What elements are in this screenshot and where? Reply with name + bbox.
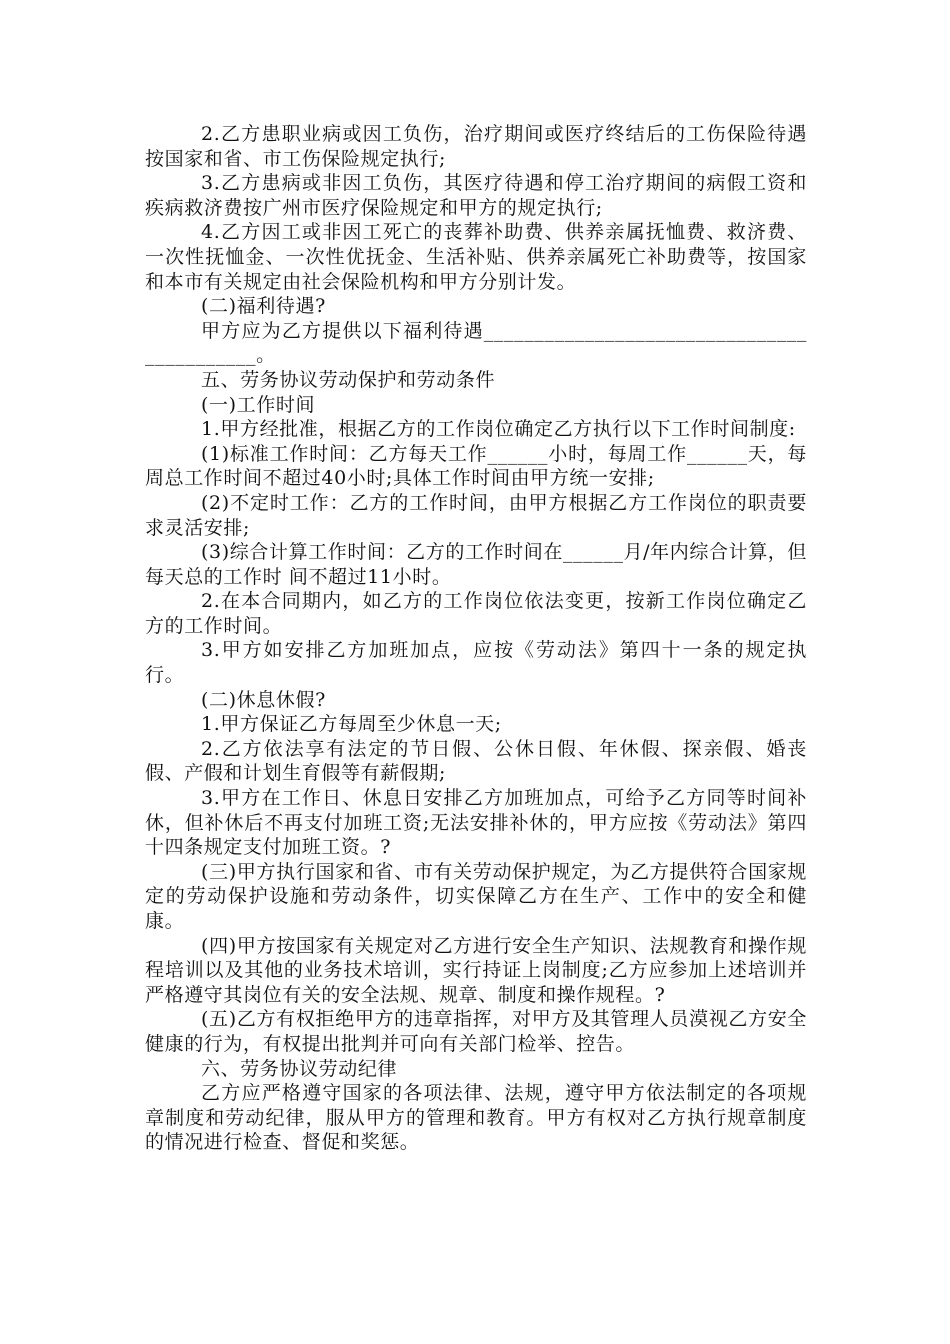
document-page: [145, 122, 807, 1155]
paragraph-safety-training: (四)甲方按国家有关规定对乙方进行安全生产知识、法规教育和操作规程培训以及其他的业务技术培训，实行持证上岗制度;乙方应参加上述培训并严格遵守其岗位有关的安全法规、规章、制度和操作规程。?: [145, 934, 807, 1006]
paragraph-labor-protection: (三)甲方执行国家和省、市有关劳动保护规定，为乙方提供符合国家规定的劳动保护设施和劳动条件，切实保障乙方在生产、工作中的安全和健康。: [145, 860, 807, 932]
section-six-heading: 六、劳务协议劳动纪律: [201, 1057, 398, 1080]
section-welfare-heading: (二)福利待遇?: [201, 295, 326, 318]
paragraph-hours-system: 1.甲方经批准，根据乙方的工作岗位确定乙方执行以下工作时间制度:: [201, 418, 796, 441]
section-five-heading: 五、劳务协议劳动保护和劳动条件: [201, 368, 496, 391]
paragraph-weekly-rest: 1.甲方保证乙方每周至少休息一天;: [201, 713, 502, 736]
paragraph-flexible-hours: (2)不定时工作：乙方的工作时间，由甲方根据乙方工作岗位的职责要求灵活安排;: [145, 491, 807, 539]
paragraph-standard-hours: (1)标准工作时间：乙方每天工作______小时，每周工作______天，每周总工作时间不超过40小时;具体工作时间由甲方统一安排;: [145, 442, 807, 490]
paragraph-illness-treatment: 3.乙方患病或非因工负伤，其医疗待遇和停工治疗期间的病假工资和疾病救济费按广州市医疗保险规定和甲方的规定执行;: [145, 172, 807, 219]
subsection-rest-leave-heading: (二)休息休假?: [201, 688, 326, 711]
paragraph-refuse-violations: (五)乙方有权拒绝甲方的违章指挥，对甲方及其管理人员漠视乙方安全健康的行为，有权提出批判并可向有关部门检举、控告。: [145, 1008, 807, 1055]
paragraph-compensatory-leave: 3.甲方在工作日、休息日安排乙方加班加点，可给予乙方同等时间补休，但补休后不再支付加班工资;无法安排补休的，甲方应按《劳动法》第四十四条规定支付加班工资。?: [145, 787, 807, 859]
paragraph-labor-discipline: 乙方应严格遵守国家的各项法律、法规，遵守甲方依法制定的各项规章制度和劳动纪律，服从甲方的管理和教育。甲方有权对乙方执行规章制度的情况进行检查、督促和奖惩。: [145, 1082, 807, 1154]
paragraph-death-benefits: 4.乙方因工或非因工死亡的丧葬补助费、供养亲属抚恤费、救济费、一次性抚恤金、一次性优抚金、生活补贴、供养亲属死亡补助费等，按国家和本市有关规定由社会保险机构和甲方分别计发。: [145, 221, 807, 293]
paragraph-position-change: 2.在本合同期内，如乙方的工作岗位依法变更，按新工作岗位确定乙方的工作时间。: [145, 590, 807, 637]
paragraph-overtime: 3.甲方如安排乙方加班加点，应按《劳动法》第四十一条的规定执行。: [145, 639, 807, 687]
paragraph-occupational-injury: 2.乙方患职业病或因工负伤，治疗期间或医疗终结后的工伤保险待遇按国家和省、市工伤保险规定执行;: [145, 123, 807, 170]
paragraph-comprehensive-hours: (3)综合计算工作时间：乙方的工作时间在______月/年内综合计算，但每天总的工作时 间不超过11小时。: [145, 541, 807, 588]
paragraph-paid-leave: 2.乙方依法享有法定的节日假、公休日假、年休假、探亲假、婚丧假、产假和计划生育假等有薪假期;: [145, 737, 807, 785]
subsection-working-hours-heading: (一)工作时间: [201, 393, 316, 416]
paragraph-welfare-provision: 甲方应为乙方提供以下福利待遇___________________________________________。: [145, 319, 807, 367]
